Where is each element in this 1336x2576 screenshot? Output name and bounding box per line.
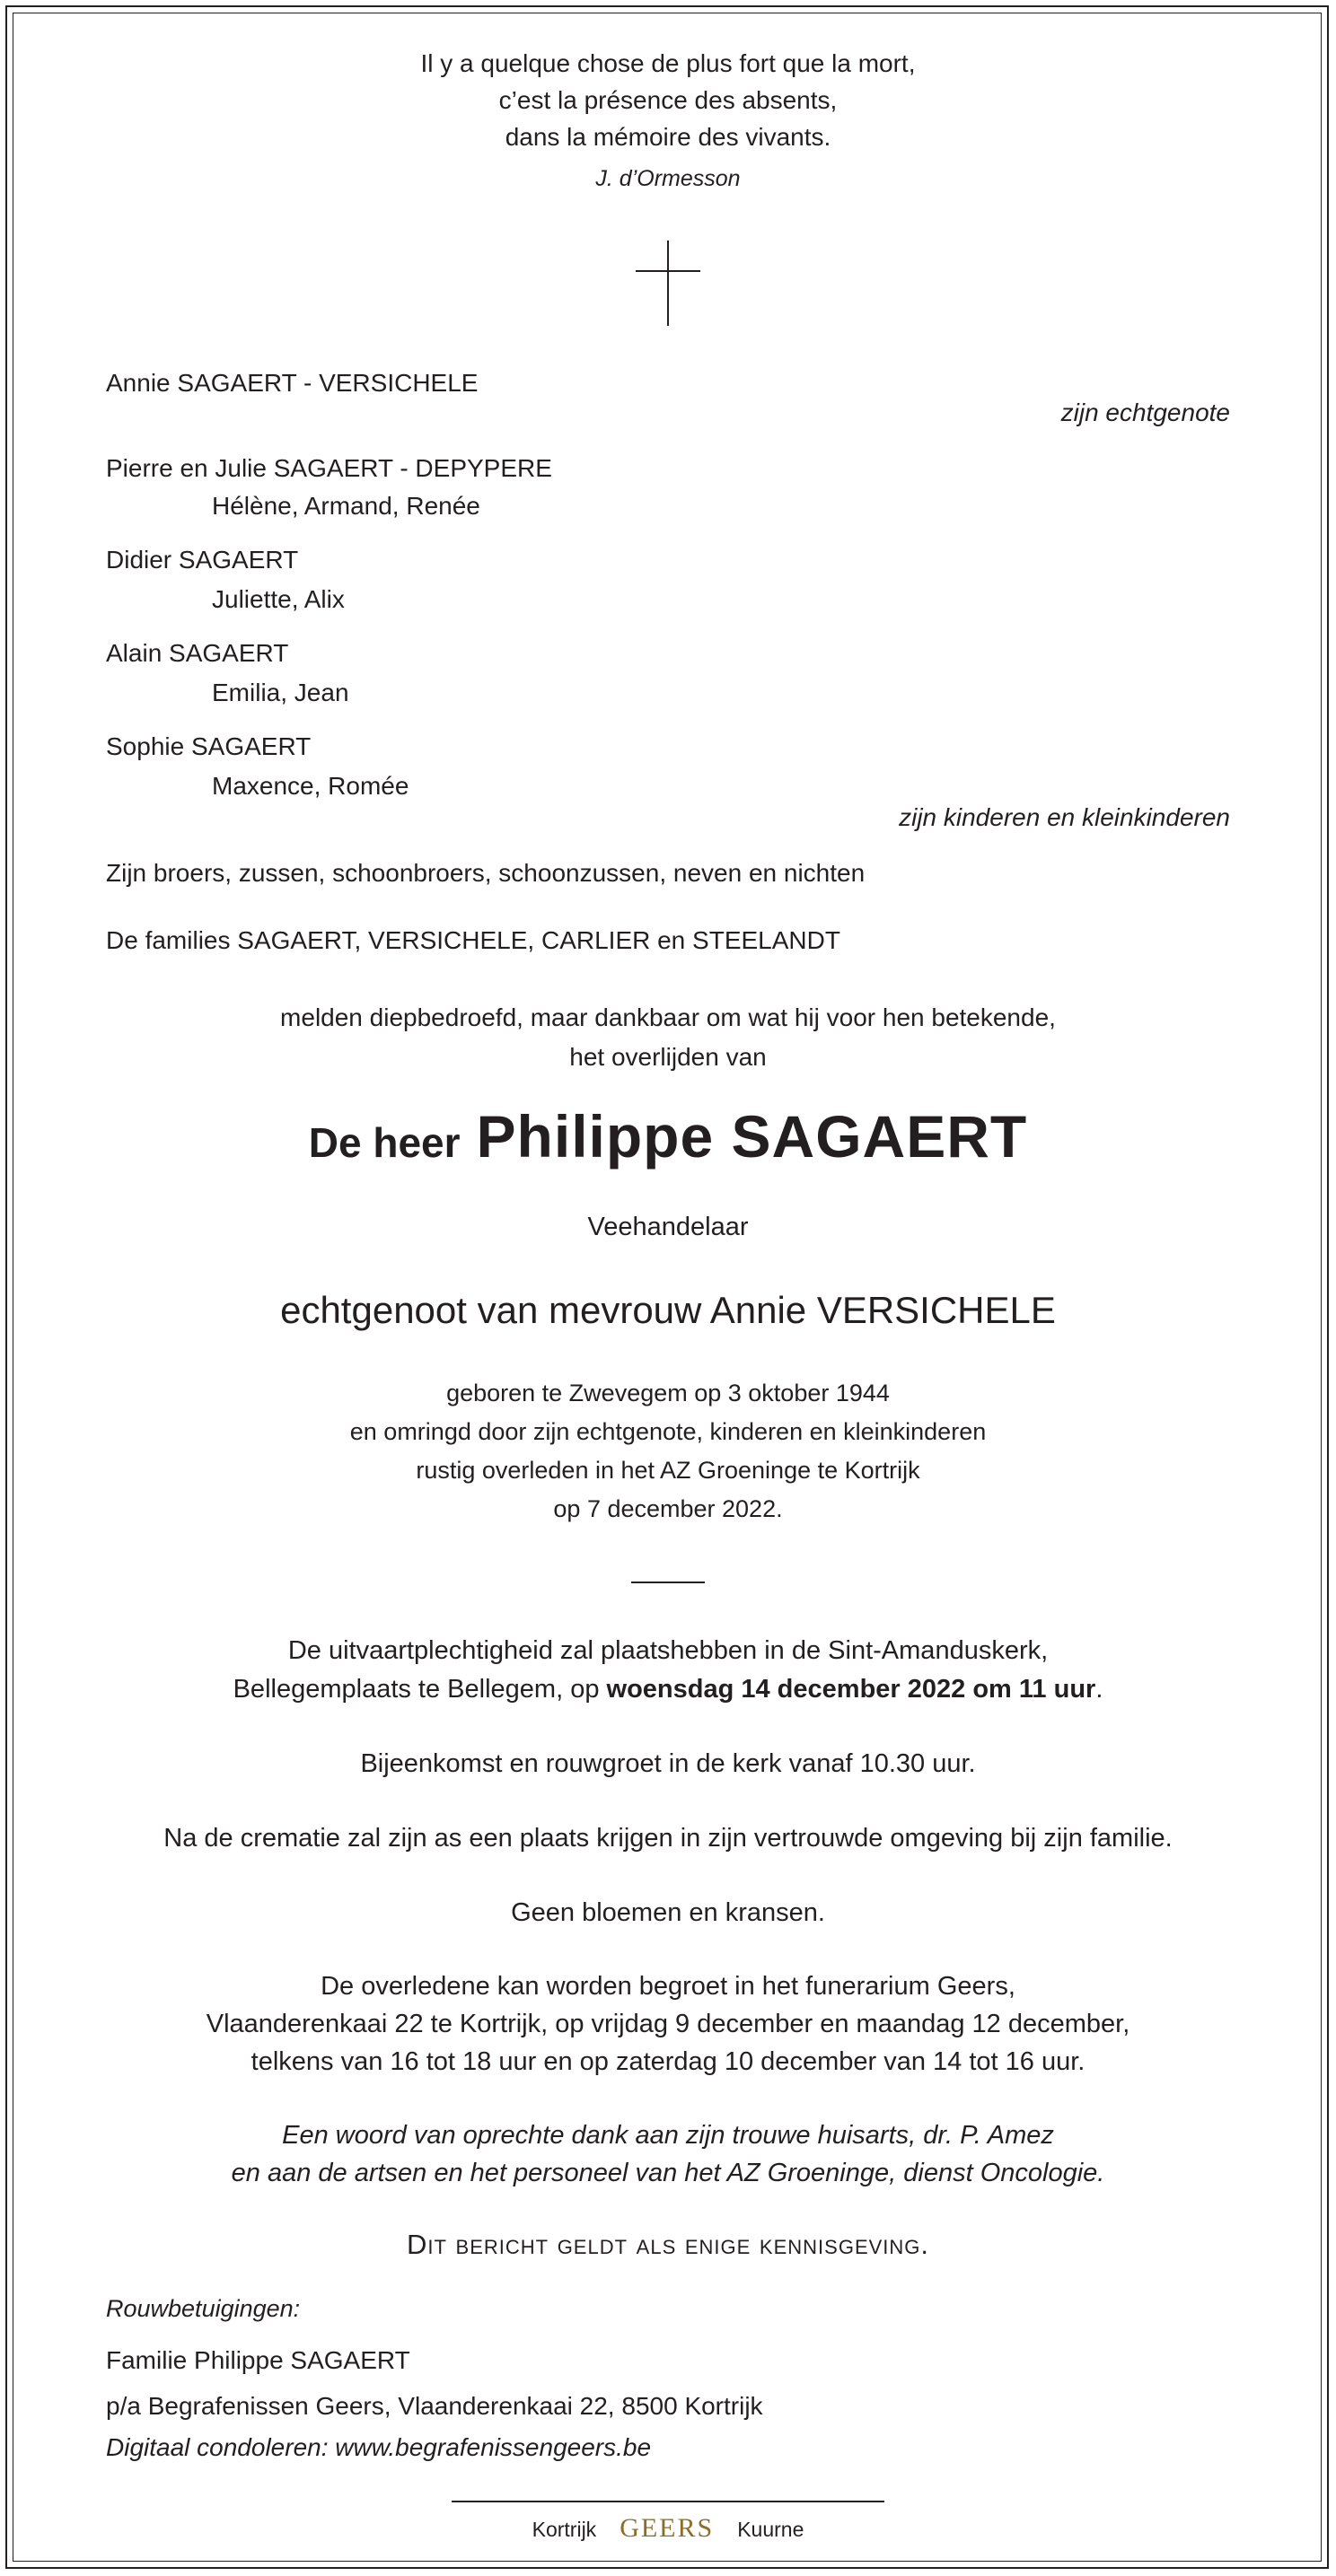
gathering: Bijeenkomst en rouwgroet in de kerk vanaf 10.30 uur. <box>360 1749 976 1778</box>
quote <box>0 45 1336 155</box>
announcement <box>0 998 1336 1077</box>
condolences-online: Digitaal condoleren: www.begrafenissengeers.be <box>106 2433 652 2461</box>
quote-line: Il y a quelque chose de plus fort que la mort, <box>420 49 916 77</box>
quote-line: c’est la présence des absents, <box>498 86 838 114</box>
deceased-prefix: De heer <box>308 1119 461 1166</box>
spouse-of: echtgenoot van mevrouw Annie VERSICHELE <box>280 1289 1056 1331</box>
spouse-role: zijn echtgenote <box>1060 399 1230 426</box>
siblings: Zijn broers, zussen, schoonbroers, schoonzussen, neven en nichten <box>106 859 866 887</box>
occupation: Veehandelaar <box>587 1213 749 1241</box>
detail-line: op 7 december 2022. <box>553 1495 783 1522</box>
grandchildren: Emilia, Jean <box>212 679 349 706</box>
detail-line: geboren te Zwevegem op 3 oktober 1944 <box>446 1380 890 1406</box>
viewing-line: De overledene kan worden begroet in het funerarium Geers, <box>321 1972 1015 2001</box>
grandchildren: Maxence, Romée <box>212 772 409 800</box>
sole-notice: Dit bericht geldt als enige kennisgeving. <box>406 2229 930 2260</box>
children-role: zijn kinderen en kleinkinderen <box>899 803 1230 831</box>
viewing-line: Vlaanderenkaai 22 te Kortrijk, op vrijdag 9 december en maandag 12 december, <box>206 2010 1130 2038</box>
families: De families SAGAERT, VERSICHELE, CARLIER en STEELANDT <box>106 926 840 954</box>
geers-logo: GEERS <box>620 2513 715 2543</box>
thanks-line: Een woord van oprechte dank aan zijn trouwe huisarts, dr. P. Amez <box>282 2121 1054 2150</box>
thanks-line: en aan de artsen en het personeel van het AZ Groeninge, dienst Oncologie. <box>231 2159 1105 2187</box>
detail-line: en omringd door zijn echtgenote, kinderen en kleinkinderen <box>349 1418 987 1445</box>
viewing-info <box>0 1967 1336 2081</box>
child-name: Pierre en Julie SAGAERT - DEPYPERE <box>106 454 552 482</box>
quote-line: dans la mémoire des vivants. <box>505 123 831 151</box>
funeral-date: woensdag 14 december 2022 om 11 uur <box>606 1675 1096 1704</box>
thanks <box>0 2116 1336 2192</box>
deceased-name <box>0 1102 1336 1170</box>
grandchildren: Juliette, Alix <box>212 585 345 613</box>
footer-rule <box>452 2501 884 2502</box>
condolences-label: Rouwbetuigingen: <box>106 2295 301 2322</box>
condolences-address: p/a Begrafenissen Geers, Vlaanderenkaai 22, 8500 Kortrijk <box>106 2392 763 2420</box>
funeral-line-2: Bellegemplaats te Bellegem, op woensdag 14 december 2022 om 11 uur. <box>233 1675 1103 1704</box>
grandchildren: Hélène, Armand, Renée <box>212 492 480 520</box>
quote-author: J. d’Ormesson <box>595 166 741 191</box>
footer <box>0 2510 1336 2547</box>
announcement-line: het overlijden van <box>569 1043 767 1071</box>
no-flowers: Geen bloemen en kransen. <box>511 1898 825 1927</box>
child-name: Didier SAGAERT <box>106 546 299 574</box>
funeral-line: De uitvaartplechtigheid zal plaatshebben in de Sint-Amanduskerk, <box>287 1636 1049 1665</box>
child-name: Sophie SAGAERT <box>106 732 312 760</box>
condolences-name: Familie Philippe SAGAERT <box>106 2346 410 2374</box>
footer-right: Kuurne <box>737 2518 804 2541</box>
spouse-name: Annie SAGAERT - VERSICHELE <box>106 369 479 397</box>
child-name: Alain SAGAERT <box>106 639 289 667</box>
funeral-info <box>0 1632 1336 1709</box>
cremation: Na de crematie zal zijn as een plaats krijgen in zijn vertrouwde omgeving bij zijn familie. <box>163 1824 1173 1853</box>
detail-line: rustig overleden in het AZ Groeninge te Kortrijk <box>416 1457 920 1484</box>
viewing-line: telkens van 16 tot 18 uur en op zaterdag 10 december van 14 tot 16 uur. <box>250 2047 1086 2076</box>
footer-left: Kortrijk <box>532 2518 597 2541</box>
announcement-line: melden diepbedroefd, maar dankbaar om wat hij voor hen betekende, <box>280 1003 1056 1031</box>
life-details <box>0 1374 1336 1529</box>
deceased-full-name: Philippe SAGAERT <box>476 1103 1028 1170</box>
separator-line <box>631 1582 705 1583</box>
